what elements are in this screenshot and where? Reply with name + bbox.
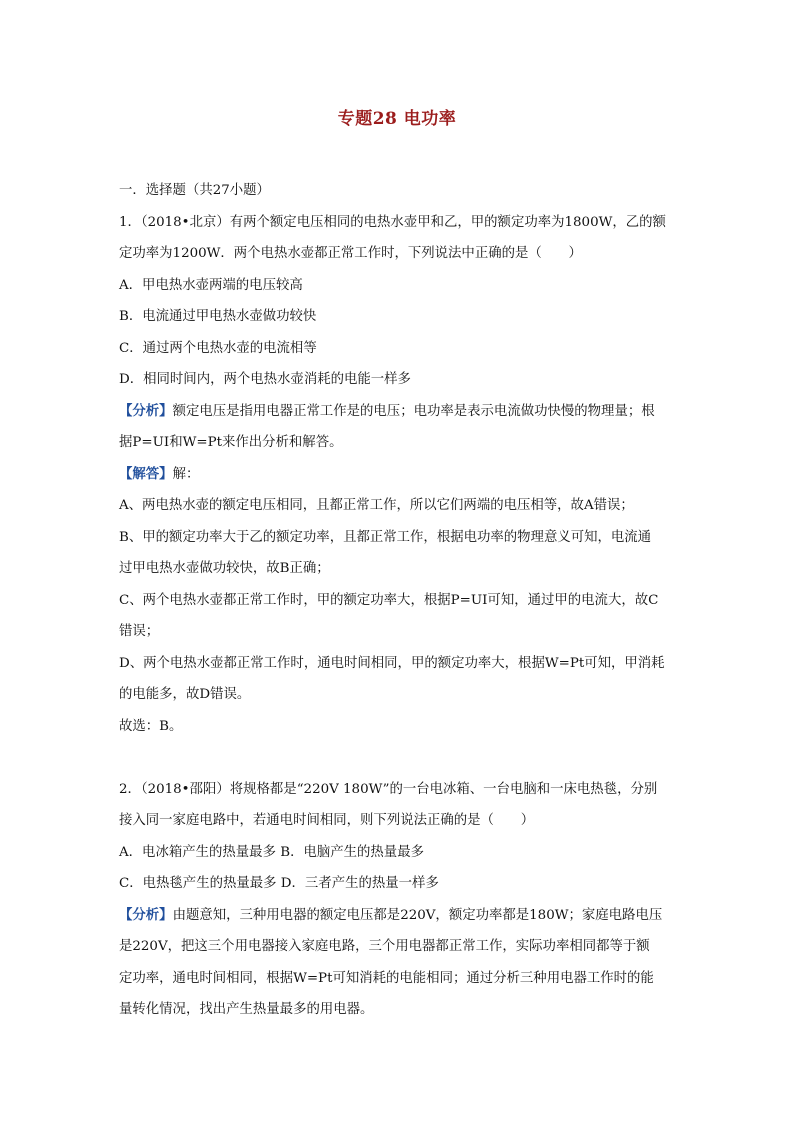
q1-answer-b-line2: 过甲电热水壶做功较快，故B正确； — [119, 561, 330, 576]
q1-answer-tag: 【解答】 — [119, 465, 173, 482]
section-heading: 一．选择题（共27小题） — [119, 183, 270, 198]
document-title: 专题28 电功率 — [337, 109, 457, 129]
q2-analysis-line1 — [119, 900, 679, 932]
q1-answer-d-line2: 的电能多，故D错误。 — [119, 687, 251, 702]
q1-conclusion: 故选：B。 — [119, 718, 183, 734]
q2-analysis-line4: 量转化情况，找出产生热量最多的用电器。 — [119, 1002, 374, 1017]
q1-analysis-text: 额定电压是指用电器正常工作是的电压；电功率是表示电流做功快慢的物理量；根 — [172, 403, 655, 419]
q2-options-line1: A．电冰箱产生的热量最多 B．电脑产生的热量最多 — [119, 844, 424, 860]
q1-answer-a: A、两电热水壶的额定电压相同，且都正常工作，所以它们两端的电压相等，故A错误； — [119, 498, 634, 513]
q2-stem-line2: 接入同一家庭电路中，若通电时间相同，则下列说法正确的是（ ） — [119, 813, 535, 828]
q1-option-b: B．电流通过甲电热水壶做功较快 — [119, 309, 317, 324]
q1-option-d: D．相同时间内，两个电热水壶消耗的电能一样多 — [119, 372, 411, 387]
q1-answer-d-line1: D、两个电热水壶都正常工作时，通电时间相同，甲的额定功率大，根据W=Pt可知，甲消耗 — [119, 655, 665, 671]
q2-analysis-line2: 是220V，把这三个用电器接入家庭电路，三个用电器都正常工作，实际功率相同都等于额 — [119, 939, 650, 954]
q1-option-a: A．甲电热水壶两端的电压较高 — [119, 277, 303, 293]
q2-analysis-line3: 定功率，通电时间相同，根据W=Pt可知消耗的电能相同；通过分析三种用电器工作时的能 — [119, 970, 654, 986]
document-body — [119, 175, 679, 1026]
q1-answer-c-line1: C、两个电热水壶都正常工作时，甲的额定功率大，根据P=UI可知，通过甲的电流大，故C — [119, 592, 659, 608]
q1-answer-header — [119, 459, 679, 491]
q1-answer-b-line1: B、甲的额定功率大于乙的额定功率，且都正常工作，根据电功率的物理意义可知，电流通 — [119, 529, 652, 545]
q2-analysis-tag: 【分析】 — [119, 906, 173, 923]
q2-stem-line1: 2．（2018•邵阳）将规格都是“220V 180W”的一台电冰箱、一台电脑和一床电热毯，分别 — [119, 781, 658, 797]
q2-options-line2: C．电热毯产生的热量最多 D．三者产生的热量一样多 — [119, 876, 439, 891]
q1-answer-intro: 解： — [172, 466, 200, 482]
q1-answer-c-line2: 错误； — [119, 624, 160, 639]
q1-analysis-tag: 【分析】 — [119, 402, 173, 419]
q1-stem-line1: 1．（2018•北京）有两个额定电压相同的电热水壶甲和乙，甲的额定功率为1800W，乙的额 — [119, 214, 666, 230]
q1-stem-line2: 定功率为1200W．两个电热水壶都正常工作时，下列说法中正确的是（ ） — [119, 246, 582, 261]
question-spacer — [119, 742, 679, 774]
q2-analysis-text: 由题意知，三种用电器的额定电压都是220V，额定功率都是180W；家庭电路电压 — [172, 907, 663, 923]
q1-option-c: C．通过两个电热水壶的电流相等 — [119, 340, 317, 356]
q1-analysis-line2: 据P=UI和W=Pt来作出分析和解答。 — [119, 435, 343, 450]
q1-analysis-line1 — [119, 396, 679, 428]
